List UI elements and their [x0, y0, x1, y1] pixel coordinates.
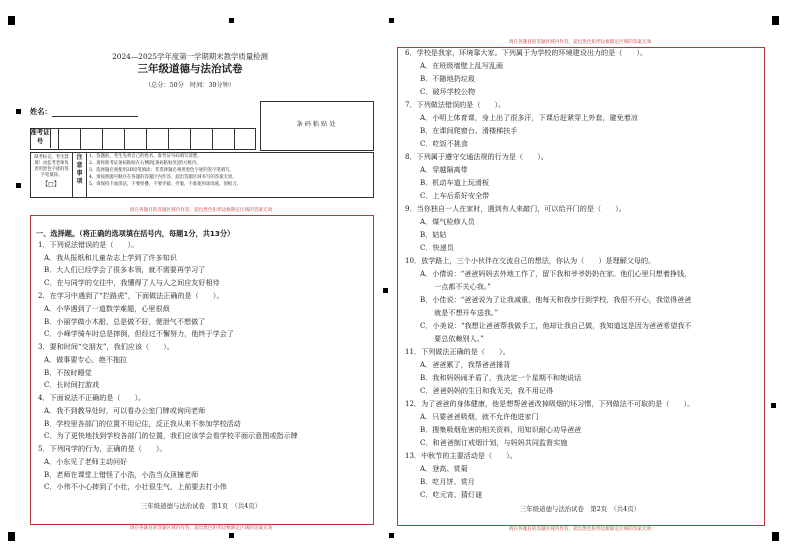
- notice-item: 5、请保持卡面清洁，不要折叠、不要弄破、弄皱，不准使用涂改液、刮纸刀。: [89, 182, 242, 187]
- option[interactable]: B．搜集吸烟危害的相关资料，用知识耐心劝导爸爸: [420, 425, 582, 434]
- alignment-mark: [229, 18, 234, 23]
- option[interactable]: B．小佳说：“爸爸说为了让我减重，他每天和我步行到学校，我很不开心，我觉得爸爸: [420, 295, 692, 304]
- answer-area-warning: 请在各题目的答题区域内作答，超出黑色矩形边框限定区域的答案无效: [508, 40, 652, 45]
- exam-number-grid[interactable]: [30, 128, 256, 150]
- option[interactable]: A．登高、赏菊: [420, 464, 468, 473]
- option[interactable]: C．吃饭不挑食: [420, 139, 468, 148]
- exam-title: 三年级道德与法治试卷: [137, 63, 243, 75]
- alignment-mark: [16, 183, 21, 188]
- option[interactable]: B．我和妈妈闹矛盾了，我决定一个星期不和她说话: [420, 373, 582, 382]
- option[interactable]: B．大人们已经学会了很多本领，就不需要再学习了: [44, 265, 206, 274]
- notice-label: 注意事项: [76, 154, 83, 185]
- option[interactable]: B．小丽学做小木船，总是做不好，便泄气不想做了: [44, 317, 206, 326]
- option[interactable]: A．小明上体育课，身上出了很多汗，下课后赶紧穿上外套，避免着凉: [420, 113, 638, 122]
- question-stem: 8．下列属于遵守交通法规的行为是（ ）。: [405, 152, 548, 161]
- option[interactable]: C．小伟不小心摔到了小壮，小壮很生气，上前要去打小伟: [44, 482, 227, 491]
- notice-item: 2、请将准考证条码粘贴在右侧的[条码粘贴处]的方框内。: [89, 161, 201, 166]
- name-label: 姓名：: [30, 107, 52, 116]
- absence-mark-instruction: 缺考标记，考生禁填！由监考老师负责用黑色字迹的签字笔填涂。: [34, 155, 69, 178]
- section-title: 一、选择题。（将正确的选项填在括号内，每题1分，共13分）: [36, 229, 235, 238]
- option[interactable]: B．老师在课堂上错怪了小浩，小浩当众顶撞老师: [44, 470, 199, 479]
- alignment-mark: [8, 532, 15, 541]
- option[interactable]: A．煤气检修人员: [420, 217, 475, 226]
- question-stem: 7．下列做法错误的是（ ）。: [405, 100, 506, 109]
- option[interactable]: A．小倩说：“爸爸妈妈去外地工作了，留下我和爷爷奶奶在家。他们心里只想着挣钱，: [420, 269, 692, 278]
- option[interactable]: C．在与同学的交往中，我懂得了人与人之间应友好相待: [44, 278, 220, 287]
- option-continuation: 就是不想开车送我。”: [420, 308, 499, 317]
- alignment-mark: [383, 288, 388, 293]
- option[interactable]: B．不随地扔垃圾: [420, 74, 475, 83]
- notice-item: 1、答题前，考生先将自己的姓名、准考证号码填写清楚。: [89, 154, 202, 159]
- option[interactable]: C．小美说：“我想让爸爸帮我做手工，他却让我自己做，我知道这是因为爸爸希望我不: [420, 321, 692, 330]
- question-stem: 2．在学习中遇到了“拦路虎”，下面做法正确的是（ ）。: [38, 291, 224, 300]
- barcode-label: 条 码 粘 贴 处: [296, 121, 336, 128]
- alignment-mark: [8, 16, 15, 25]
- option[interactable]: A．爸爸累了，我帮爸爸捶背: [420, 360, 511, 369]
- question-stem: 5．下列同学的行为，正确的是（ ）。: [38, 444, 167, 453]
- page-footer: 三年级道德与法治试卷 第1页 （共4页）: [141, 502, 261, 510]
- question-stem: 9．当你独自一人在家时，遇到有人来敲门，可以给开门的是（ ）。: [405, 204, 626, 213]
- option[interactable]: A．小东见了老师主动问好: [44, 457, 128, 466]
- exam-number-label: 准考证号: [30, 128, 51, 148]
- option[interactable]: C．吃元宵、猜灯谜: [420, 490, 483, 499]
- absence-mark-box[interactable]: 【□】: [42, 181, 60, 188]
- option[interactable]: A．小华遇到了一道数学难题，心里很烦: [44, 304, 170, 313]
- question-stem: 1．下列说法错误的是（ ）。: [38, 240, 139, 249]
- option[interactable]: C．长时间打游戏: [44, 380, 100, 389]
- question-stem: 3．要和时间“交朋友”，我们应该（ ）。: [38, 342, 174, 351]
- alignment-mark: [772, 16, 779, 25]
- answer-area-warning: 请在各题目的答题区域内作答，超出黑色矩形边框限定区域的答案无效: [508, 527, 652, 532]
- option[interactable]: A．穿越隔离带: [420, 165, 468, 174]
- option[interactable]: A．我不到教导处时，可以看办公室门牌或询问老师: [44, 406, 206, 415]
- option[interactable]: C．上车后系好安全带: [420, 191, 490, 200]
- answer-area-warning: 请在各题目的答题区域内作答，超出黑色矩形边框限定区域的答案无效: [129, 526, 273, 531]
- option[interactable]: C．小峰学骑车时总是摔倒，但经过不懈努力，他终于学会了: [44, 329, 234, 338]
- alignment-mark: [16, 109, 21, 114]
- option[interactable]: C．破坏学校公物: [420, 87, 476, 96]
- option[interactable]: B．姑姑: [420, 230, 447, 239]
- question-stem: 10．放学路上，三个小伙伴在交流自己的想法，你认为（ ）是理解父母的。: [405, 256, 656, 265]
- question-stem: 12．为了爸爸的身体健康，他是想帮爸爸改掉吸烟的坏习惯，下列做法不可取的是（ ）。: [405, 399, 695, 408]
- option[interactable]: C．爸爸妈妈的生日和我无关，我不用记得: [420, 386, 554, 395]
- question-stem: 4．下面说法不正确的是（ ）。: [38, 393, 146, 402]
- option[interactable]: A．我从报纸和儿童杂志上学到了许多知识: [44, 253, 177, 262]
- option[interactable]: C．和爸爸制订戒烟计划，与妈妈共同监督实施: [420, 438, 568, 447]
- alignment-mark: [772, 532, 779, 541]
- alignment-mark: [389, 18, 394, 23]
- option[interactable]: C．快递员: [420, 243, 454, 252]
- question-stem: 13．中秋节的主要活动是（ ）。: [405, 451, 517, 460]
- answer-area-warning: 请在各题目的答题区域内作答，超出黑色矩形边框限定区域的答案无效: [129, 208, 273, 213]
- notice-item: 4、请按照题号顺序在各题的答题区内作答，超出答题区域书写的答案无效。: [89, 175, 237, 180]
- option-continuation: 要总依赖别人。”: [420, 334, 484, 343]
- question-stem: 11．下列做法正确的是（ ）。: [405, 347, 510, 356]
- option[interactable]: B．学校里各部门的位置不用记住，反正我从来不参加学校活动: [44, 419, 241, 428]
- option[interactable]: B．在课间爬窗台、滑楼梯扶手: [420, 126, 518, 135]
- option[interactable]: B．机动车道上玩滑板: [420, 178, 490, 187]
- option[interactable]: B．吃月饼、赏月: [420, 477, 475, 486]
- option[interactable]: A．只要爸爸吸烟，就不允许他进家门: [420, 412, 539, 421]
- option-continuation: 一点都不关心我。”: [420, 282, 492, 291]
- option[interactable]: A．做事要专心，绝不拖拉: [44, 355, 128, 364]
- year-title: 2024—2025学年度第一学期期末教学质量检测: [112, 52, 268, 61]
- notice-item: 3、选择题必须使用2B铅笔填涂；非选择题必须用黑色字迹的签字笔填写。: [89, 168, 234, 173]
- alignment-mark: [229, 533, 234, 538]
- alignment-mark: [771, 403, 776, 408]
- question-stem: 6．学校是我家，环境靠大家。下列属于为学校的环境建设出力的是（ ）。: [405, 48, 648, 57]
- option[interactable]: C．为了更快地找到学校各部门的位置，我们应该学会看学校平面示意图或指示牌: [44, 431, 298, 440]
- exam-meta: （总分：50分 时间：30分钟）: [145, 82, 235, 89]
- option[interactable]: B．不按时睡觉: [44, 368, 92, 377]
- name-field[interactable]: [52, 116, 138, 117]
- alignment-mark: [389, 533, 394, 538]
- page-footer: 三年级道德与法治试卷 第2页 （共4页）: [520, 505, 640, 513]
- option[interactable]: A．在班级墙壁上乱写乱画: [420, 61, 504, 70]
